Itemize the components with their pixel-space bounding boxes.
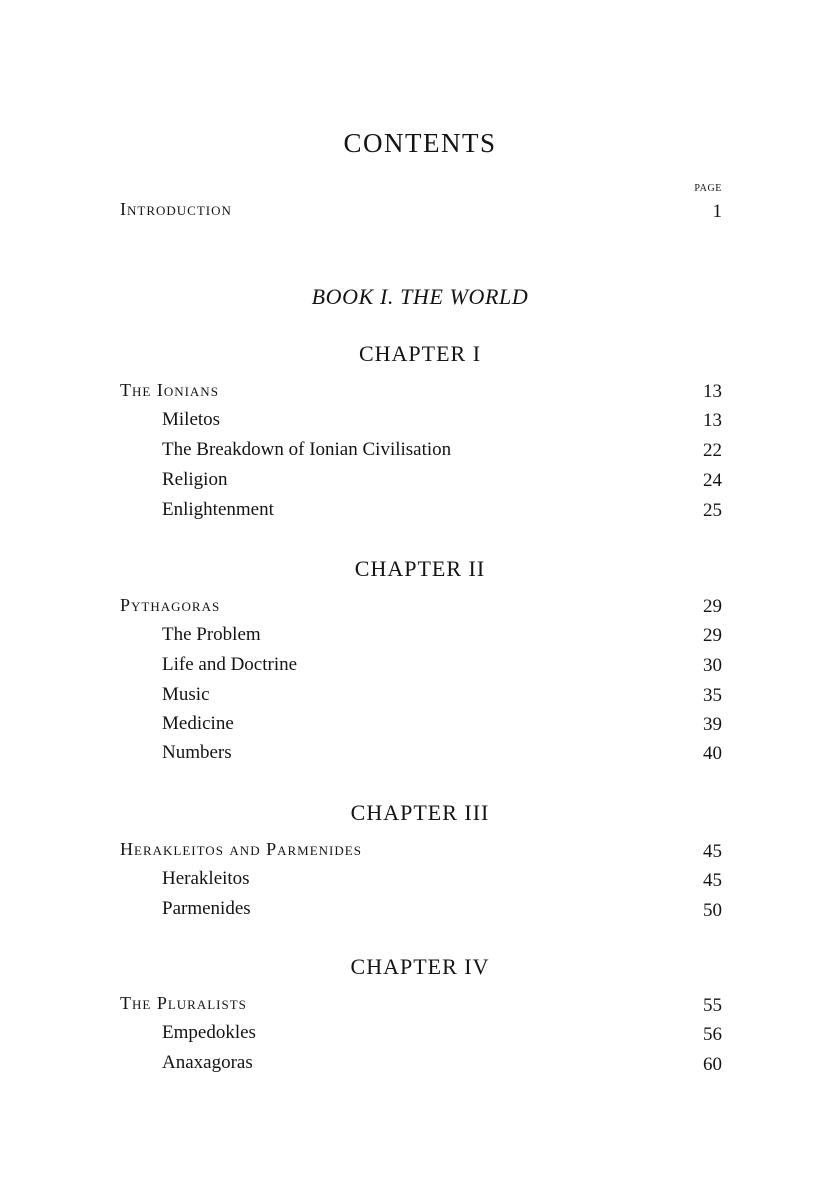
toc-main-entry: Herakleitos and Parmenides	[120, 839, 362, 859]
toc-page-number: 29	[703, 625, 722, 646]
toc-page-number: 13	[703, 410, 722, 431]
chapter-heading: CHAPTER II	[354, 556, 486, 581]
toc-page-number: 45	[703, 841, 722, 862]
toc-page-number: 45	[703, 870, 722, 891]
toc-section-entry: Numbers	[162, 742, 232, 763]
toc-page-number: 13	[703, 381, 722, 402]
chapter-heading: CHAPTER I	[358, 341, 482, 366]
toc-page-number: 30	[703, 655, 722, 676]
toc-page-number: 29	[703, 596, 722, 617]
toc-page-number: 35	[703, 685, 722, 706]
toc-section-entry: Parmenides	[162, 898, 251, 919]
chapter-heading: CHAPTER III	[350, 800, 490, 825]
toc-page-number: 56	[703, 1024, 722, 1045]
toc-page-number: 24	[703, 470, 722, 491]
toc-page-number: 60	[703, 1054, 722, 1075]
page-title: CONTENTS	[343, 128, 497, 158]
book-heading: BOOK I. THE WORLD	[311, 284, 529, 309]
toc-main-entry: The Pluralists	[120, 993, 247, 1013]
toc-page-number: 40	[703, 743, 722, 764]
toc-section-entry: The Breakdown of Ionian Civilisation	[162, 439, 452, 460]
chapter-heading: CHAPTER IV	[350, 954, 490, 979]
toc-entry-introduction: Introduction	[120, 199, 232, 219]
toc-page-number: 55	[703, 995, 722, 1016]
toc-section-entry: Empedokles	[162, 1022, 256, 1043]
toc-page-number: 39	[703, 714, 722, 735]
toc-section-entry: The Problem	[162, 624, 261, 645]
toc-section-entry: Anaxagoras	[162, 1052, 253, 1073]
toc-page-number: 22	[703, 440, 722, 461]
toc-page-introduction: 1	[712, 201, 722, 222]
toc-section-entry: Herakleitos	[162, 868, 250, 889]
toc-page-number: 50	[703, 900, 722, 921]
toc-section-entry: Miletos	[162, 409, 221, 430]
toc-page-number: 25	[703, 500, 722, 521]
page-column-label: PAGE	[694, 183, 722, 194]
toc-section-entry: Music	[162, 684, 210, 705]
toc-section-entry: Enlightenment	[162, 499, 274, 520]
toc-section-entry: Religion	[162, 469, 228, 490]
toc-section-entry: Life and Doctrine	[162, 654, 298, 675]
toc-main-entry: Pythagoras	[120, 595, 221, 615]
toc-section-entry: Medicine	[162, 713, 234, 734]
toc-main-entry: The Ionians	[120, 380, 219, 400]
